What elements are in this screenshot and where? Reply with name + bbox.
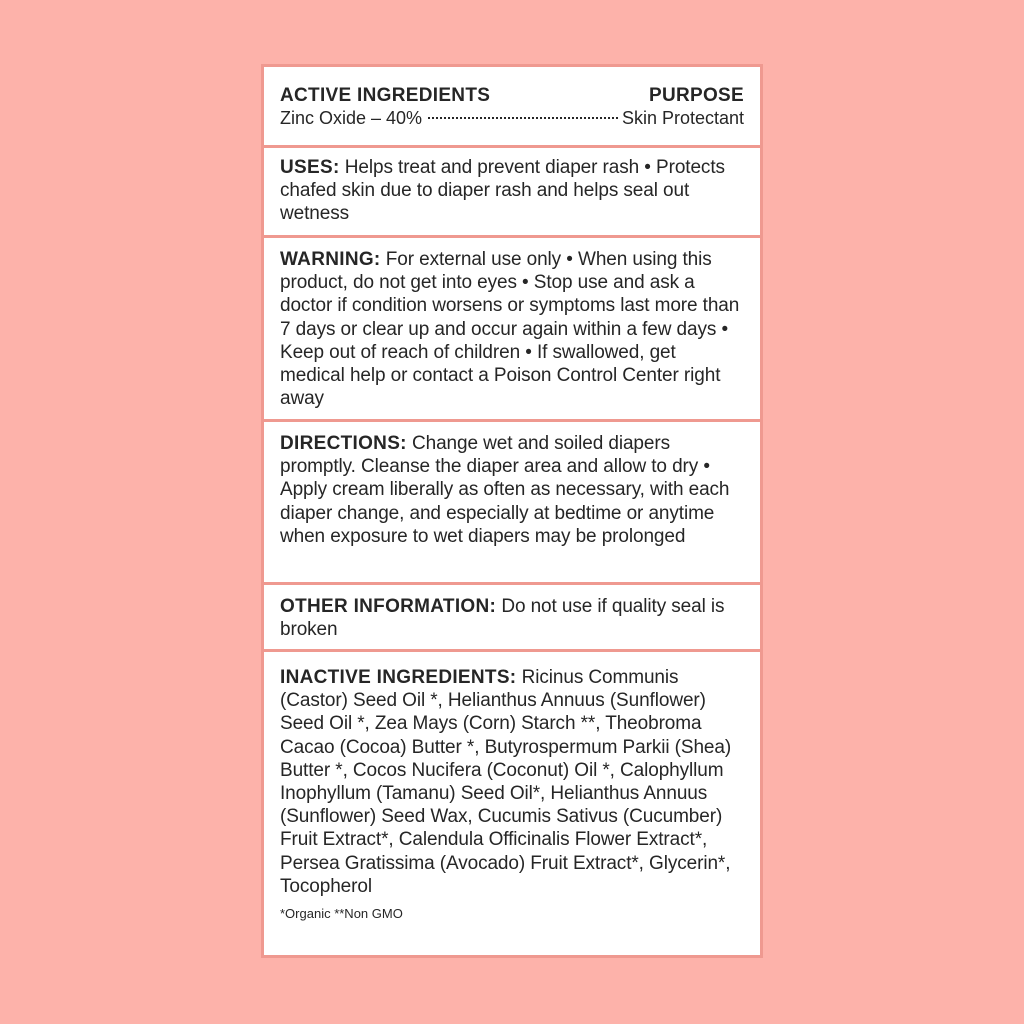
other-information-section xyxy=(264,585,760,652)
active-ingredients-heading: ACTIVE INGREDIENTS xyxy=(280,85,491,106)
purpose-heading: PURPOSE xyxy=(648,85,744,106)
warning-text: For external use only • When using this product, do not get into eyes • Stop use and ask a doctor if condition worsens or symptoms last more than 7 days or clear up and occur again within a few days • Keep out of reach of children • If swallowed, get medical help or contact a Poison Control Center right away xyxy=(280,249,740,410)
drug-facts-label xyxy=(261,64,763,958)
active-ingredients-section xyxy=(264,67,760,148)
active-ingredient-row xyxy=(280,107,744,130)
warning-section xyxy=(264,238,760,422)
other-information-paragraph xyxy=(280,595,744,641)
active-ingredient-purpose: Skin Protectant xyxy=(621,108,744,128)
directions-paragraph xyxy=(280,432,744,548)
dotted-leader xyxy=(428,117,618,119)
inactive-ingredients-paragraph xyxy=(280,666,744,898)
directions-heading: DIRECTIONS: xyxy=(280,433,407,454)
uses-heading: USES: xyxy=(280,157,340,178)
inactive-ingredients-text: Ricinus Communis (Castor) Seed Oil *, Helianthus Annuus (Sunflower) Seed Oil *, Zea Mays (Corn) Starch **, Theobroma Cacao (Cocoa) Butter *, Butyrospermum Parkii (Shea) Butter *, Cocos Nucifera (Coconut) Oil *, Calophyllum Inophyllum (Tamanu) Seed Oil*, Helianthus Annuus (Sunflower) Seed Wax, Cucumis Sativus (Cucumber) Fruit Extract*, Calendula Officinalis Flower Extract*, Persea Gratissima (Avocado) Fruit Extract*, Glycerin*, Tocopherol xyxy=(280,667,732,897)
active-ingredient-name: Zinc Oxide – 40% xyxy=(280,108,423,128)
directions-section xyxy=(264,422,760,585)
warning-heading: WARNING: xyxy=(280,249,381,270)
directions-text: Change wet and soiled diapers promptly. Cleanse the diaper area and allow to dry • Apply cream liberally as often as necessary, with each diaper change, and especially at bedtime or anytime when exposure to wet diapers may be prolonged xyxy=(280,433,730,547)
active-header-row xyxy=(280,84,744,107)
inactive-ingredients-heading: INACTIVE INGREDIENTS: xyxy=(280,667,517,688)
uses-text: Helps treat and prevent diaper rash • Protects chafed skin due to diaper rash and helps seal out wetness xyxy=(280,157,725,225)
inactive-ingredients-section xyxy=(264,652,760,955)
inactive-footnote: *Organic **Non GMO xyxy=(280,906,403,922)
other-information-heading: OTHER INFORMATION: xyxy=(280,596,497,617)
uses-section xyxy=(264,148,760,238)
other-information-text: Do not use if quality seal is broken xyxy=(280,596,725,641)
warning-paragraph xyxy=(280,248,744,410)
uses-paragraph xyxy=(280,156,744,226)
